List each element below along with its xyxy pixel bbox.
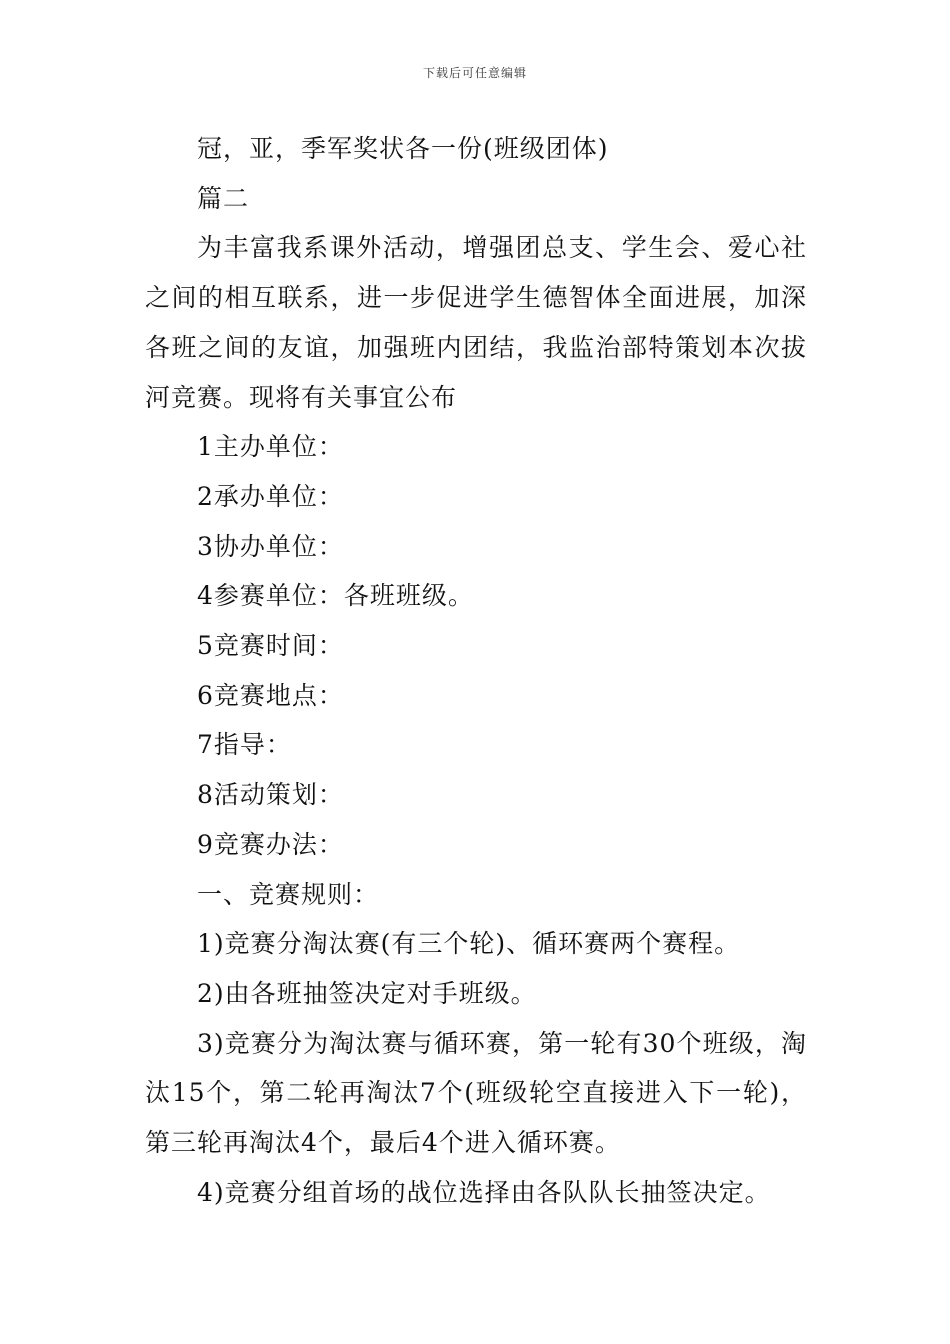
- paragraph-intro: 为丰富我系课外活动，增强团总支、学生会、爱心社之间的相互联系，进一步促进学生德智体全面进展，加深各班之间的友谊，加强班内团结，我监治部特策划本次拔河竞赛。现将有关事宜公布: [145, 233, 807, 412]
- paragraph-planning: 8活动策划：: [197, 780, 344, 810]
- paragraph-co-organizer: 3协办单位：: [197, 531, 344, 561]
- paragraph-rule-3: 3)竞赛分为淘汰赛与循环赛，第一轮有30个班级，淘汰15个，第二轮再淘汰7个(班级轮空直接进入下一轮)，第三轮再淘汰4个，最后4个进入循环赛。: [145, 1028, 807, 1158]
- document-body: [145, 124, 807, 1217]
- paragraph-undertaker: 2承办单位：: [197, 481, 344, 511]
- paragraph-guidance: 7指导：: [197, 730, 292, 760]
- paragraph-time: 5竞赛时间：: [197, 631, 344, 661]
- paragraph-rule-2: 2)由各班抽签决定对手班级。: [197, 978, 537, 1008]
- paragraph-organizer: 1主办单位：: [197, 432, 344, 462]
- paragraph-rule-4: 4)竞赛分组首场的战位选择由各队队长抽签决定。: [197, 1177, 771, 1207]
- paragraph-method: 9竞赛办法：: [197, 829, 344, 859]
- paragraph-rules-heading: 一、竞赛规则：: [197, 879, 380, 909]
- paragraph-location: 6竞赛地点：: [197, 680, 344, 710]
- paragraph-rule-1: 1)竞赛分淘汰赛(有三个轮)、循环赛两个赛程。: [197, 929, 741, 959]
- paragraph-section-two: 篇二: [197, 183, 250, 213]
- page-header: 下载后可任意编辑: [422, 66, 527, 80]
- paragraph-award: 冠，亚，季军奖状各一份(班级团体): [197, 134, 609, 163]
- paragraph-participants: 4参赛单位：各班班级。: [197, 581, 474, 611]
